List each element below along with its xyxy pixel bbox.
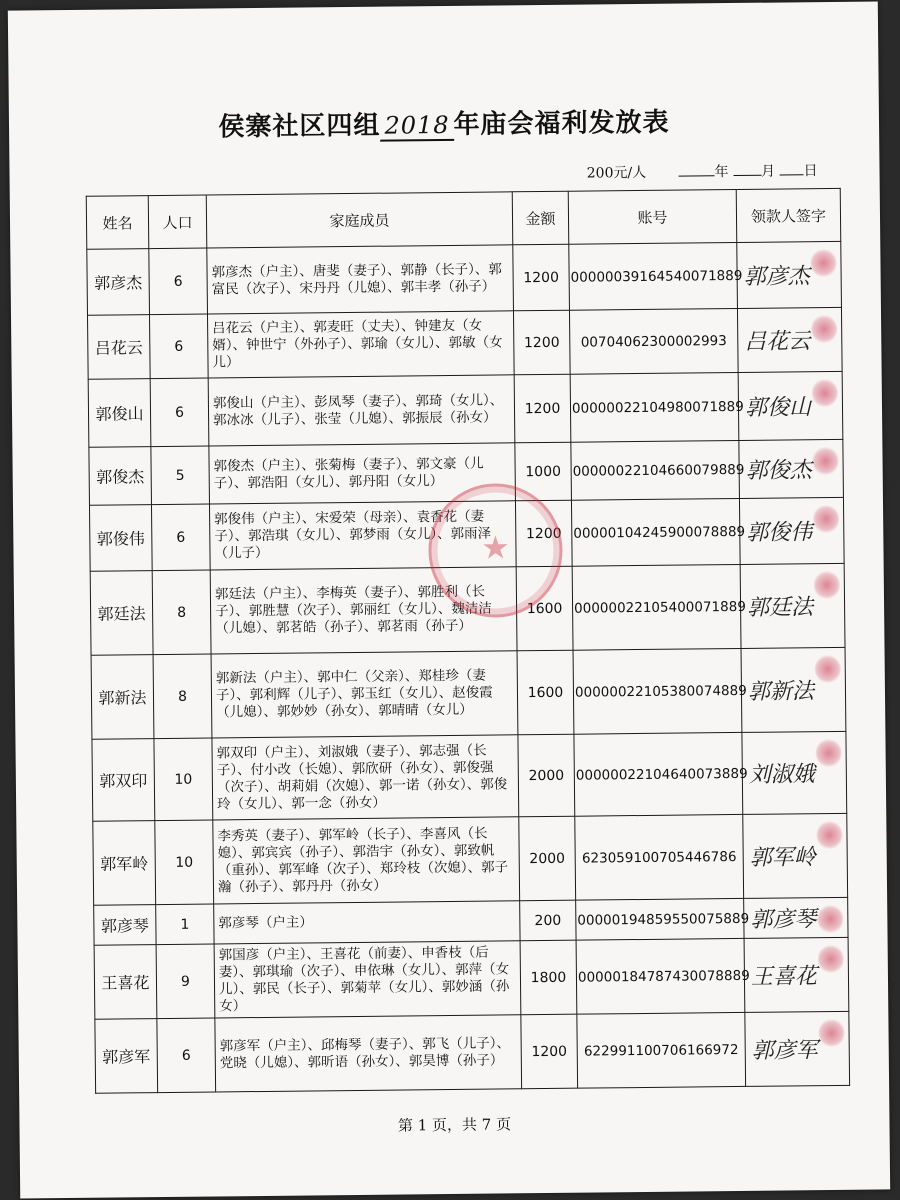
- cell-signature: 郭彦杰: [737, 241, 842, 308]
- cell-name: 郭彦杰: [87, 249, 150, 316]
- rate-date-line: [587, 160, 818, 182]
- header-members: 家庭成员: [206, 192, 513, 248]
- cell-account: 623059100705446786: [575, 814, 744, 900]
- cell-amount: 1200: [513, 244, 570, 311]
- cell-people: 1: [156, 904, 214, 945]
- cell-amount: 1000: [515, 442, 572, 501]
- cell-members: 郭彦军（户主）、邱梅琴（妻子）、郭飞（儿子）、党晓（儿媳）、郭昕语（孙女）、郭昊博（孙子）: [215, 1015, 522, 1092]
- cell-members: 郭俊杰（户主）、张菊梅（妻子）、郭文豪（儿子）、郭浩阳（女儿）、郭丹阳（女儿）: [209, 443, 516, 504]
- fingerprint-mark: [818, 944, 844, 974]
- title-prefix: 侯寨社区四组: [218, 110, 381, 143]
- table-row: [91, 647, 846, 739]
- fingerprint-mark: [812, 378, 838, 408]
- table-row: [88, 371, 843, 447]
- page-footer: 第 1 页，共 7 页: [397, 1115, 512, 1135]
- cell-name: 郭廷法: [90, 571, 153, 656]
- document-page: [8, 1, 890, 1198]
- cell-name: 郭双印: [92, 739, 155, 822]
- cell-people: 6: [151, 504, 210, 571]
- table-row: [87, 307, 842, 379]
- cell-amount: 2000: [518, 734, 575, 817]
- page-title: [9, 99, 879, 145]
- date-year-label: 年: [714, 164, 729, 181]
- header-account: 账号: [568, 189, 737, 244]
- fingerprint-mark: [813, 504, 839, 534]
- cell-account: 00000022105380074889: [573, 648, 742, 734]
- table-row: [87, 241, 842, 315]
- cell-name: 郭俊伟: [89, 505, 152, 572]
- cell-members: 郭新法（户主）、郭中仁（父亲）、郑桂珍（妻子）、郭利辉（儿子）、郭玉红（女儿）、赵俊霞（儿媳）、郭妙妙（孙女）、郭晴晴（女儿）: [211, 651, 518, 738]
- cell-amount: 1800: [520, 940, 577, 1015]
- cell-signature: 郭廷法: [740, 563, 845, 648]
- cell-signature: 吕花云: [737, 307, 842, 372]
- fingerprint-mark: [816, 820, 842, 850]
- cell-account: 00704062300002993: [569, 308, 738, 374]
- cell-people: 9: [156, 944, 215, 1019]
- cell-account: 00000039164540071889: [569, 242, 738, 310]
- cell-members: 郭国彦（户主）、王喜花（前妻）、申香枝（后妻）、郭琪瑜（次子）、申依琳（女儿）、郭萍（女儿）、郭民（长子）、郭菊苹（女儿）、郭妙涵（孙女）: [214, 941, 521, 1018]
- cell-people: 8: [153, 654, 212, 739]
- cell-name: 吕花云: [87, 315, 150, 380]
- cell-people: 6: [150, 378, 209, 447]
- cell-members: 郭双印（户主）、刘淑娥（妻子）、郭志强（长子）、付小改（长媳）、郭欣研（孙女）、郭俊强（次子）、胡莉娟（次媳）、郭一诺（孙女）、郭俊玲（女儿）、郭一念（孙女）: [212, 735, 519, 820]
- cell-people: 10: [155, 820, 214, 905]
- fingerprint-mark: [812, 446, 838, 476]
- cell-amount: 1200: [513, 310, 570, 375]
- cell-amount: 1200: [514, 374, 571, 443]
- cell-account: 00000022104640073889: [574, 732, 743, 816]
- cell-amount: 1600: [516, 566, 573, 651]
- cell-account: 00000104245900078889: [571, 498, 740, 566]
- cell-name: 郭彦琴: [94, 905, 156, 946]
- cell-people: 8: [152, 570, 211, 655]
- cell-name: 郭彦军: [95, 1019, 158, 1094]
- cell-name: 王喜花: [94, 945, 157, 1020]
- cell-signature: 郭俊伟: [739, 497, 844, 564]
- header-people: 人口: [148, 195, 207, 249]
- cell-people: 6: [149, 314, 208, 379]
- fingerprint-mark: [817, 904, 843, 934]
- cell-signature: 郭新法: [741, 647, 846, 732]
- title-suffix: 年庙会福利发放表: [453, 107, 670, 140]
- fingerprint-mark: [815, 738, 841, 768]
- date-day-label: 日: [803, 163, 818, 180]
- year-blank: [679, 175, 715, 176]
- cell-account: 00000022105400071889: [572, 564, 741, 650]
- cell-account: 622991100706166972: [577, 1012, 746, 1088]
- cell-members: 郭彦杰（户主）、唐斐（妻子）、郭静（长子）、郭富民（次子）、宋丹丹（儿媳）、郭丰孝（孙子）: [207, 245, 514, 314]
- cell-name: 郭俊山: [88, 379, 151, 448]
- cell-account: 00000184787430078889: [576, 938, 745, 1014]
- official-seal-stamp: ★: [428, 483, 563, 618]
- title-year: 2018: [380, 111, 453, 142]
- cell-members: 郭俊山（户主）、彭凤琴（妻子）、郭琦（女儿）、郭冰冰（儿子）、张莹（儿媳）、郭振辰（孙女）: [208, 375, 515, 446]
- cell-members: 李秀英（妻子）、郭军岭（长子）、李喜风（长媳）、郭宾宾（孙子）、郭浩宇（孙女）、郭致帆（重孙）、郭军峰（次子）、郑玲枝（次媳）、郭子瀚（孙子）、郭丹丹（孙女）: [213, 817, 520, 904]
- table-row: [95, 1011, 850, 1093]
- fingerprint-mark: [814, 570, 840, 600]
- cell-people: 6: [149, 248, 208, 315]
- cell-amount: 2000: [519, 816, 576, 901]
- cell-signature: 王喜花: [744, 937, 849, 1012]
- header-amount: 金额: [512, 191, 569, 245]
- cell-people: 5: [151, 446, 210, 505]
- cell-signature: 郭军岭: [743, 813, 848, 898]
- fingerprint-mark: [810, 248, 836, 278]
- cell-name: 郭军岭: [93, 821, 156, 906]
- cell-signature: 刘淑娥: [742, 731, 847, 814]
- fingerprint-mark: [818, 1018, 844, 1048]
- header-name: 姓名: [86, 196, 149, 250]
- table-header-row: [86, 188, 841, 249]
- cell-people: 10: [154, 738, 213, 821]
- cell-account: 00000022104660079889: [571, 440, 740, 500]
- table-row: [94, 937, 849, 1019]
- cell-people: 6: [157, 1018, 216, 1093]
- cell-amount: 200: [520, 900, 576, 941]
- cell-amount: 1600: [517, 650, 574, 735]
- table-row: [92, 731, 847, 821]
- cell-signature: 郭彦军: [745, 1011, 850, 1086]
- fingerprint-mark: [815, 654, 841, 684]
- rate-text: 200元/人: [586, 164, 647, 182]
- cell-members: 吕花云（户主）、郭麦旺（丈夫）、钟建友（女婿）、钟世宁（外孙子）、郭瑜（女儿）、郭敏（女儿）: [207, 311, 514, 378]
- cell-name: 郭新法: [91, 655, 154, 740]
- day-blank: [780, 174, 804, 175]
- cell-members: 郭廷法（户主）、李梅英（妻子）、郭胜利（长子）、郭胜慧（次子）、郭丽红（女儿）、魏洁洁（儿媳）、郭茗皓（孙子）、郭茗雨（孙子）: [210, 567, 517, 654]
- cell-account: 00000022104980071889: [570, 372, 739, 442]
- cell-amount: 1200: [521, 1014, 578, 1089]
- cell-name: 郭俊杰: [89, 447, 152, 506]
- cell-signature: 郭俊杰: [739, 439, 844, 498]
- cell-members: 郭彦琴（户主）: [214, 901, 520, 944]
- cell-amount: 1200: [515, 500, 572, 567]
- fingerprint-mark: [811, 314, 837, 344]
- cell-signature: 郭俊山: [738, 371, 843, 440]
- header-signature: 领款人签字: [736, 188, 841, 242]
- distribution-table: [86, 188, 850, 1094]
- cell-members: 郭俊伟（户主）、宋爱荣（母亲）、袁香花（妻子）、郭浩琪（女儿）、郭梦雨（女儿）、郭雨泽（儿子）: [209, 501, 516, 570]
- cell-account: 00000194859550075889: [576, 898, 744, 940]
- month-blank: [733, 175, 761, 176]
- cell-signature: 郭彦琴: [744, 897, 848, 938]
- table-row: [93, 813, 848, 905]
- date-month-label: 月: [760, 163, 776, 180]
